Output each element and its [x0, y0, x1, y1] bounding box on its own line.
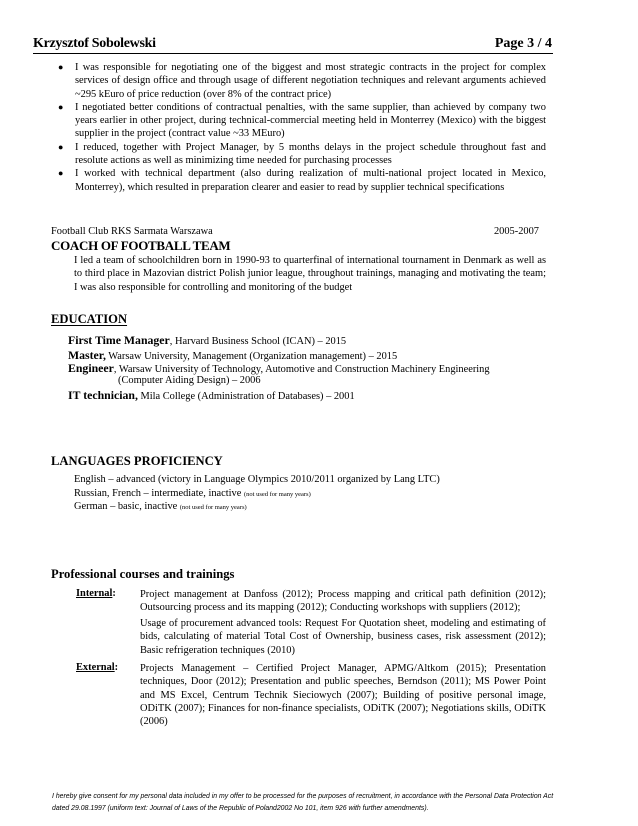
language-item — [74, 474, 440, 485]
bullet-icon: ● — [58, 62, 64, 72]
bullet-text: I was responsible for negotiating one of the biggest and most strategic contracts in the project for complex services of design office and through usage of different negotiation techniques and relevant arguments achieved ~295 kEuro of price reduction (over 8% of the contract price) — [75, 62, 546, 100]
education-heading-text: EDUCATION — [51, 312, 128, 326]
page-number: Page 3 / 4 — [494, 36, 552, 51]
degree-detail: Mila College (Administration of Databases) – 2001 — [137, 391, 355, 402]
bullet-icon: ● — [58, 141, 64, 152]
courses-heading: Professional courses and trainings — [51, 567, 235, 581]
language-text: German – basic, inactive — [74, 501, 180, 512]
education-item-continuation — [118, 375, 261, 386]
degree-title: IT technician, — [68, 388, 138, 402]
degree-title: Engineer — [68, 361, 114, 375]
author-name: Krzysztof Sobolewski — [33, 36, 156, 51]
internal-courses-2: Usage of procurement advanced tools: Request For Quotation sheet, modeling and estimating of bids, calculating of material Total Cost of Ownership, business cases, risk assessment (2012); Basic refrigeration techniques (2010) — [140, 618, 546, 656]
degree-detail: , Harvard Business School (ICAN) – 2015 — [169, 336, 347, 347]
external-label: External: — [76, 662, 119, 673]
coach-description: I led a team of schoolchildren born in 1990-93 to quarterfinal of international tournament in Denmark as well as to third place in Mazovian district Polish junior league, throughout trainings, managing and motivating the team; I was also responsible for controlling and monitoring of the budget — [74, 255, 546, 293]
degree-detail: Warsaw University, Management (Organization management) – 2015 — [105, 351, 398, 362]
data-consent-footer: I hereby give consent for my personal data included in my offer to be processed for the purposes of recruitment, in accordance with the Personal Data Protection Act dated 29.08.1997 (uniform text: Journal of Laws of the Republic of Poland2002 No 101, item 926 with further amendments). — [52, 793, 554, 812]
education-heading — [51, 312, 127, 327]
list-item — [55, 167, 546, 194]
internal-label: Internal: — [76, 588, 116, 599]
header-divider — [33, 53, 553, 54]
club-name: Football Club RKS Sarmata Warszawa — [51, 226, 213, 237]
degree-title: First Time Manager — [68, 333, 170, 347]
languages-heading: LANGUAGES PROFICIENCY — [51, 454, 223, 468]
language-text: English – advanced (victory in Language Olympics 2010/2011 organized by Lang LTC) — [74, 474, 440, 485]
experience-bullet-list — [55, 61, 546, 194]
internal-courses-1: Project management at Danfoss (2012); Process mapping and critical path definition (2012); Outsourcing process and its mapping (2012); Conducting workshops with suppliers (2012); — [140, 589, 546, 614]
club-years: 2005-2007 — [493, 226, 539, 237]
degree-detail: , Warsaw University of Technology, Automotive and Construction Machinery Engineering — [113, 364, 490, 375]
language-item — [74, 501, 247, 512]
external-label-text: External — [76, 662, 115, 673]
language-note: (not used for many years) — [179, 504, 247, 511]
language-item — [74, 488, 311, 499]
education-item — [68, 333, 346, 348]
list-item — [55, 101, 546, 141]
coach-role-title: COACH OF FOOTBALL TEAM — [51, 238, 231, 253]
language-note: (not used for many years) — [243, 491, 311, 498]
list-item — [55, 141, 546, 168]
bullet-text: I worked with technical department (also during realization of multi-national project located in Mexico, Monterrey), which resulted in preparation clearer and easier to read by supplier technical specifications — [75, 168, 546, 193]
education-item — [68, 361, 490, 376]
bullet-text: I reduced, together with Project Manager, by 5 months delays in the project schedule throughout fast and resolute actions as well as minimizing time needed for purchasing processes — [75, 141, 546, 167]
internal-label-text: Internal — [76, 588, 113, 599]
degree-title: Master, — [68, 348, 106, 362]
education-item — [68, 388, 355, 403]
bullet-icon: ● — [58, 168, 64, 179]
bullet-icon: ● — [58, 101, 64, 112]
external-courses: Projects Management – Certified Project Manager, APMG/Altkom (2015); Presentation techniques, Door (2012); Presentation and public speeches, Berndson (2011); MS Power Point and MS Excel, Centrum Technik Sieciowych (2007); Building of positive personal image, ODiTK (2007); Finances for non-finance specialists, ODiTK (2007); Negotiations skills, ODiTK (2006) — [140, 663, 546, 728]
degree-detail: (Computer Aiding Design) – 2006 — [118, 375, 261, 386]
list-item — [55, 61, 546, 101]
language-text: Russian, French – intermediate, inactive — [74, 488, 244, 499]
bullet-text: I negotiated better conditions of contractual penalties, with the same supplier, than achieved by company two years earlier in other project, during technical-commercial meeting held in Monterrey (Mexico) with the biggest supplier in the project (contract value ~33 MEuro) — [75, 101, 546, 140]
